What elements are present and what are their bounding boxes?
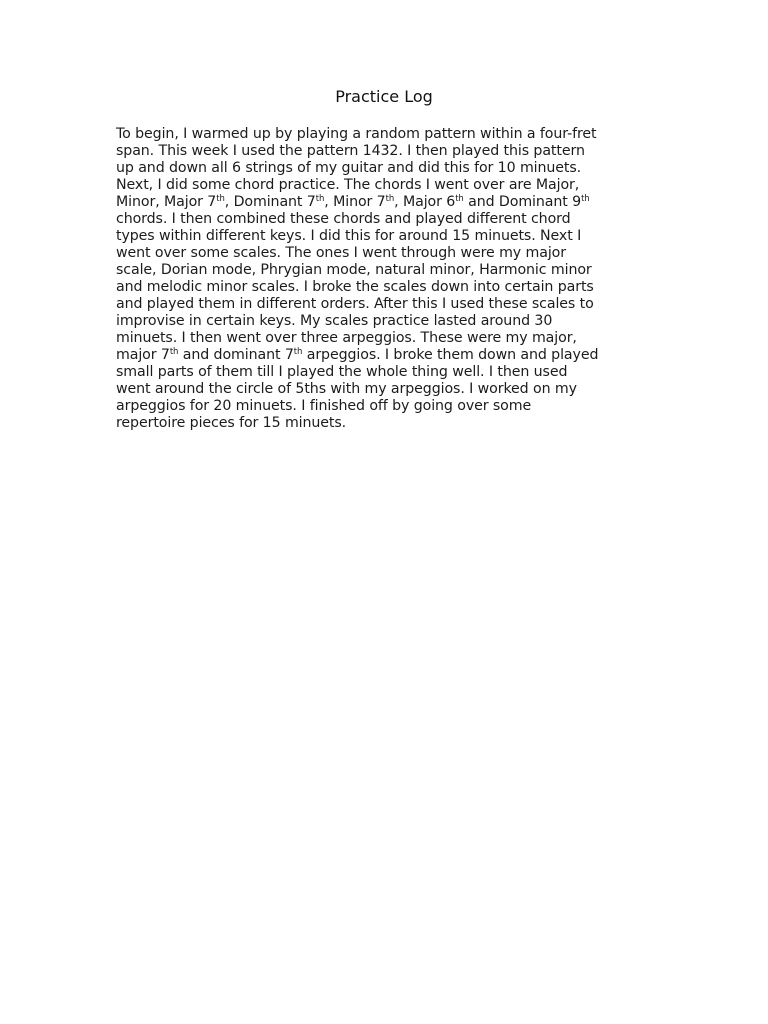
body-text: scale, Dorian mode, Phrygian mode, natural minor, Harmonic minor [116, 262, 592, 278]
body-text: To begin, I warmed up by playing a random pattern within a four-fret [116, 126, 597, 142]
superscript: th [293, 347, 303, 357]
body-text: Minor, Major 7 [116, 194, 217, 210]
body-line [116, 313, 656, 330]
body-line [116, 262, 656, 279]
body-text: and Dominant 9 [463, 194, 582, 210]
body-text: and played them in different orders. After this I used these scales to [116, 296, 594, 312]
body-line [116, 279, 656, 296]
body-text: minuets. I then went over three arpeggios. These were my major, [116, 330, 577, 346]
superscript: th [315, 194, 325, 204]
body-text: went around the circle of 5ths with my arpeggios. I worked on my [116, 381, 577, 397]
body-line [116, 398, 656, 415]
body-line [116, 330, 656, 347]
body-text: arpeggios. I broke them down and played [302, 347, 599, 363]
superscript: th [385, 194, 395, 204]
body-line [116, 245, 656, 262]
superscript: th [169, 347, 179, 357]
body-text: improvise in certain keys. My scales practice lasted around 30 [116, 313, 553, 329]
body-text: arpeggios for 20 minuets. I finished off by going over some [116, 398, 532, 414]
body-text: and dominant 7 [178, 347, 294, 363]
body-line [116, 364, 656, 381]
document-title: Practice Log [335, 87, 433, 106]
body-line [116, 160, 656, 177]
superscript: th [455, 194, 464, 204]
body-line [116, 143, 656, 160]
body-text: repertoire pieces for 15 minuets. [116, 415, 347, 431]
body-line [116, 194, 656, 211]
body-text: , Major 6 [394, 194, 456, 210]
body-line [116, 177, 656, 194]
body-text: chords. I then combined these chords and played different chord [116, 211, 571, 227]
body-line [116, 211, 656, 228]
body-line [116, 126, 656, 143]
body-text: , Dominant 7 [224, 194, 316, 210]
superscript: th [216, 194, 225, 204]
body-line [116, 347, 656, 364]
body-line [116, 296, 656, 313]
body-text: up and down all 6 strings of my guitar and did this for 10 minuets. [116, 160, 582, 176]
body-text: types within different keys. I did this for around 15 minuets. Next I [116, 228, 582, 244]
superscript: th [581, 194, 590, 204]
body-text: small parts of them till I played the whole thing well. I then used [116, 364, 568, 380]
body-text: went over some scales. The ones I went through were my major [116, 245, 566, 261]
body-text: span. This week I used the pattern 1432. I then played this pattern [116, 143, 585, 159]
body-line [116, 381, 656, 398]
body-text: and melodic minor scales. I broke the scales down into certain parts [116, 279, 594, 295]
body-line [116, 415, 656, 432]
body-text: , Minor 7 [324, 194, 386, 210]
body-text: major 7 [116, 347, 170, 363]
body-text: Next, I did some chord practice. The chords I went over are Major, [116, 177, 580, 193]
body-line [116, 228, 656, 245]
document-body [116, 126, 656, 432]
